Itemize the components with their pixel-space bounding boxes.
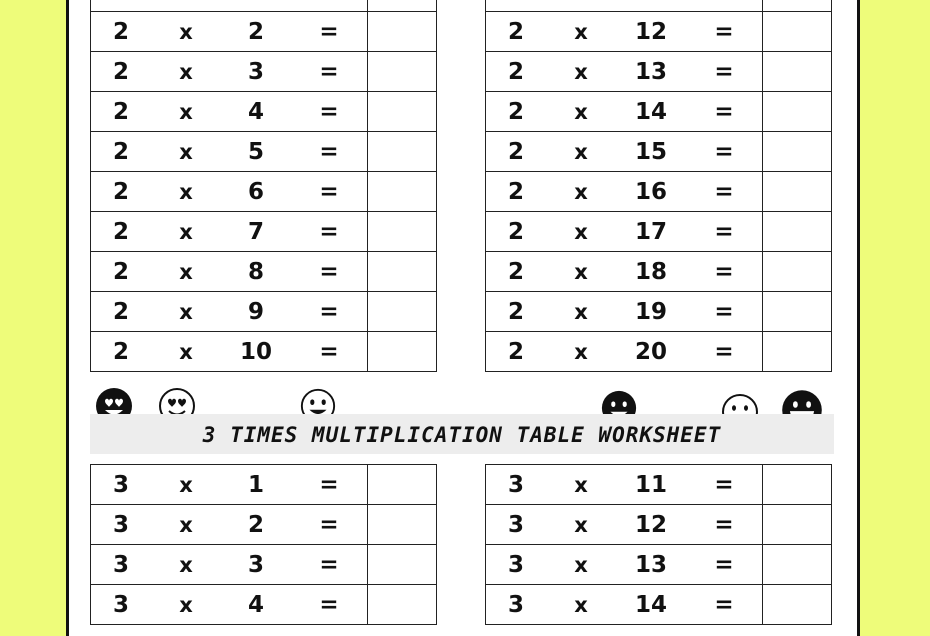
- multiplier: 19: [616, 292, 686, 332]
- table-row: [486, 12, 832, 52]
- times-table-2-right: [485, 0, 832, 372]
- multiplier: 15: [616, 132, 686, 172]
- multiplier: 12: [616, 505, 686, 545]
- table-row: [486, 52, 832, 92]
- equals-sign: =: [291, 12, 368, 52]
- multiplicand: 3: [486, 585, 547, 625]
- times-sign: x: [151, 585, 221, 625]
- table-row: [91, 292, 437, 332]
- equals-sign: =: [291, 92, 368, 132]
- table-row: [486, 292, 832, 332]
- equals-sign: =: [686, 252, 763, 292]
- worksheet-title-banner: 3 TIMES MULTIPLICATION TABLE WORKSHEET: [90, 414, 834, 454]
- answer-box[interactable]: [763, 545, 832, 585]
- multiplier: 2: [221, 505, 291, 545]
- table-row: [91, 545, 437, 585]
- multiplicand: 2: [91, 92, 152, 132]
- multiplier: 7: [221, 212, 291, 252]
- times-sign: x: [151, 132, 221, 172]
- equals-sign: =: [686, 292, 763, 332]
- times-sign: x: [546, 252, 616, 292]
- multiplier: 12: [616, 12, 686, 52]
- table-row: [91, 465, 437, 505]
- multiplier: 4: [221, 92, 291, 132]
- answer-box[interactable]: [763, 585, 832, 625]
- multiplicand: 3: [486, 465, 547, 505]
- multiplicand: 2: [486, 52, 547, 92]
- multiplier: 14: [616, 585, 686, 625]
- equals-sign: =: [291, 332, 368, 372]
- table-row: [486, 585, 832, 625]
- answer-box[interactable]: [368, 172, 437, 212]
- equals-sign: =: [686, 545, 763, 585]
- times-sign: x: [546, 12, 616, 52]
- equals-sign: =: [686, 505, 763, 545]
- multiplier: 6: [221, 172, 291, 212]
- times-sign: x: [151, 545, 221, 585]
- multiplicand: 2: [91, 212, 152, 252]
- multiplier: 1: [221, 465, 291, 505]
- multiplier: 13: [616, 545, 686, 585]
- multiplier: 16: [616, 172, 686, 212]
- answer-box[interactable]: [763, 132, 832, 172]
- multiplicand: 2: [91, 12, 152, 52]
- times-sign: x: [151, 172, 221, 212]
- multiplicand: 2: [91, 252, 152, 292]
- equals-sign: =: [291, 545, 368, 585]
- multiplier: 18: [616, 252, 686, 292]
- equals-sign: =: [291, 252, 368, 292]
- multiplier: 20: [616, 332, 686, 372]
- multiplicand: 2: [486, 12, 547, 52]
- answer-box[interactable]: [763, 505, 832, 545]
- table-row: [91, 332, 437, 372]
- answer-box[interactable]: [763, 252, 832, 292]
- multiplicand: 3: [91, 585, 152, 625]
- multiplicand: 2: [91, 132, 152, 172]
- times-sign: [546, 0, 616, 12]
- equals-sign: =: [686, 585, 763, 625]
- answer-box[interactable]: [763, 52, 832, 92]
- times-sign: x: [546, 545, 616, 585]
- table-row: [486, 545, 832, 585]
- equals-sign: =: [686, 172, 763, 212]
- multiplier: 10: [221, 332, 291, 372]
- multiplier: 2: [221, 12, 291, 52]
- multiplicand: 2: [91, 172, 152, 212]
- multiplier: 11: [616, 465, 686, 505]
- multiplicand: 2: [486, 132, 547, 172]
- multiplier: 13: [616, 52, 686, 92]
- answer-box[interactable]: [368, 132, 437, 172]
- times-sign: x: [546, 332, 616, 372]
- multiplicand: [486, 0, 547, 12]
- equals-sign: =: [686, 12, 763, 52]
- equals-sign: =: [291, 465, 368, 505]
- equals-sign: =: [686, 52, 763, 92]
- multiplicand: 3: [91, 505, 152, 545]
- answer-box[interactable]: [368, 585, 437, 625]
- answer-box[interactable]: [763, 12, 832, 52]
- times-sign: x: [546, 92, 616, 132]
- times-sign: x: [546, 465, 616, 505]
- table-row: [91, 92, 437, 132]
- equals-sign: =: [686, 132, 763, 172]
- equals-sign: =: [291, 212, 368, 252]
- times-sign: [151, 0, 221, 12]
- equals-sign: [291, 0, 368, 12]
- answer-box[interactable]: [368, 212, 437, 252]
- times-sign: x: [151, 465, 221, 505]
- table-row: [91, 0, 437, 12]
- answer-box[interactable]: [763, 172, 832, 212]
- multiplicand: 2: [91, 292, 152, 332]
- table-row: [486, 92, 832, 132]
- answer-box[interactable]: [763, 332, 832, 372]
- times-sign: x: [546, 52, 616, 92]
- table-row: [91, 252, 437, 292]
- table-row: [91, 12, 437, 52]
- multiplicand: 2: [486, 292, 547, 332]
- times-table-3-right: [485, 464, 832, 625]
- multiplicand: 2: [486, 252, 547, 292]
- answer-box[interactable]: [368, 505, 437, 545]
- multiplicand: 3: [91, 545, 152, 585]
- equals-sign: =: [291, 132, 368, 172]
- equals-sign: =: [291, 585, 368, 625]
- times-sign: x: [546, 132, 616, 172]
- answer-box[interactable]: [763, 92, 832, 132]
- equals-sign: =: [291, 505, 368, 545]
- equals-sign: =: [686, 212, 763, 252]
- multiplier: [616, 0, 686, 12]
- table-row: [486, 0, 832, 12]
- multiplier: 3: [221, 52, 291, 92]
- equals-sign: =: [291, 292, 368, 332]
- answer-box[interactable]: [368, 332, 437, 372]
- answer-box[interactable]: [368, 12, 437, 52]
- table-row: [91, 172, 437, 212]
- multiplier: 9: [221, 292, 291, 332]
- table-row: [486, 505, 832, 545]
- equals-sign: =: [686, 332, 763, 372]
- answer-box[interactable]: [368, 252, 437, 292]
- multiplier: 14: [616, 92, 686, 132]
- times-sign: x: [151, 12, 221, 52]
- answer-box[interactable]: [368, 545, 437, 585]
- multiplicand: 3: [486, 505, 547, 545]
- times-table-3-left: [90, 464, 437, 625]
- table-row: [486, 252, 832, 292]
- table-row: [91, 52, 437, 92]
- table-row: [91, 585, 437, 625]
- multiplicand: 2: [91, 332, 152, 372]
- answer-box[interactable]: [368, 292, 437, 332]
- multiplicand: 2: [486, 92, 547, 132]
- multiplier: [221, 0, 291, 12]
- multiplicand: [91, 0, 152, 12]
- answer-box[interactable]: [368, 465, 437, 505]
- answer-box[interactable]: [368, 52, 437, 92]
- equals-sign: =: [686, 465, 763, 505]
- times-sign: x: [546, 172, 616, 212]
- times-sign: x: [151, 252, 221, 292]
- multiplicand: 2: [486, 172, 547, 212]
- equals-sign: [686, 0, 763, 12]
- multiplicand: 3: [486, 545, 547, 585]
- times-sign: x: [151, 212, 221, 252]
- times-table-2-left: [90, 0, 437, 372]
- multiplier: 3: [221, 545, 291, 585]
- table-row: [486, 132, 832, 172]
- table-row: [486, 212, 832, 252]
- equals-sign: =: [291, 172, 368, 212]
- multiplier: 4: [221, 585, 291, 625]
- table-row: [91, 505, 437, 545]
- multiplicand: 3: [91, 465, 152, 505]
- times-sign: x: [151, 332, 221, 372]
- equals-sign: =: [291, 52, 368, 92]
- multiplicand: 2: [486, 332, 547, 372]
- equals-sign: =: [686, 92, 763, 132]
- times-sign: x: [546, 212, 616, 252]
- table-row: [486, 465, 832, 505]
- times-sign: x: [546, 505, 616, 545]
- answer-box[interactable]: [763, 292, 832, 332]
- times-sign: x: [546, 585, 616, 625]
- times-sign: x: [151, 505, 221, 545]
- multiplier: 5: [221, 132, 291, 172]
- multiplier: 17: [616, 212, 686, 252]
- answer-box[interactable]: [368, 0, 437, 12]
- table-row: [91, 132, 437, 172]
- times-sign: x: [151, 52, 221, 92]
- answer-box[interactable]: [763, 0, 832, 12]
- table-row: [91, 212, 437, 252]
- multiplier: 8: [221, 252, 291, 292]
- table-row: [486, 332, 832, 372]
- multiplicand: 2: [91, 52, 152, 92]
- answer-box[interactable]: [763, 212, 832, 252]
- times-sign: x: [151, 92, 221, 132]
- times-sign: x: [151, 292, 221, 332]
- answer-box[interactable]: [368, 92, 437, 132]
- answer-box[interactable]: [763, 465, 832, 505]
- times-sign: x: [546, 292, 616, 332]
- multiplicand: 2: [486, 212, 547, 252]
- table-row: [486, 172, 832, 212]
